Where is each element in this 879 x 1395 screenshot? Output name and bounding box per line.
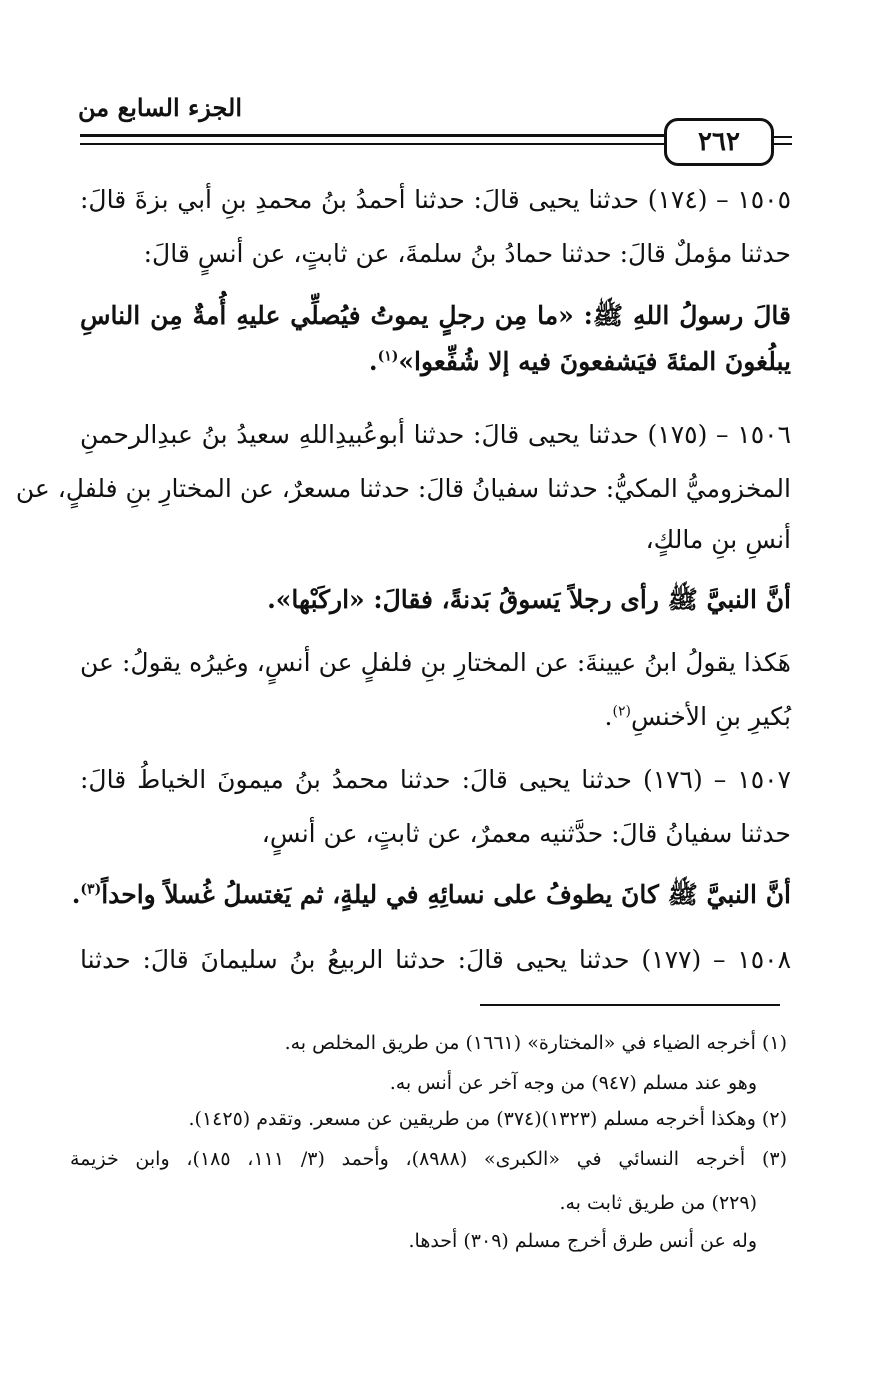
hadith-text-line: أنَّ النبيَّ ﷺ رأى رجلاً يَسوقُ بَدنةً، فقالَ: «اركَبْها». xyxy=(267,585,791,614)
footnote-1: (١) أخرجه الضياء في «المختارة» (١٦٦١) من طريق المخلص به. xyxy=(284,1032,787,1054)
hadith-text: يبلُغونَ المئةَ فيَشفعونَ فيه إلا شُفِّعوا» xyxy=(398,347,791,376)
page-number: ٢٦٢ xyxy=(698,127,740,157)
text-line: حدثنا سفيانُ قالَ: حدَّثنيه معمرٌ، عن ثابتٍ، عن أنسٍ، xyxy=(261,819,791,848)
narrator-text: بُكيرِ بنِ الأخنسِ xyxy=(630,702,791,731)
footnote-2: (٢) وهكذا أخرجه مسلم (١٣٢٣)(٣٧٤) من طريقين عن مسعر. وتقدم (١٤٢٥). xyxy=(188,1108,787,1130)
running-title: الجزء السابع من xyxy=(78,93,242,122)
footnote-marker: (١) xyxy=(377,348,399,365)
text-line: ١٥٠٨ – (١٧٧) حدثنا يحيى قالَ: حدثنا الربيعُ بنُ سليمانَ قالَ: حدثنا xyxy=(80,945,791,974)
period: . xyxy=(368,347,378,376)
footnote-marker: (٣) xyxy=(80,881,102,898)
footnote-3: (٣) أخرجه النسائي في «الكبرى» (٨٩٨٨)، وأحمد (٣/ ١١١، ١٨٥)، وابن خزيمة xyxy=(70,1148,787,1170)
footnote-1-continued: وهو عند مسلم (٩٤٧) من وجه آخر عن أنس به. xyxy=(389,1072,757,1094)
hadith-text-line: قالَ رسولُ اللهِ ﷺ: «ما مِن رجلٍ يموتُ فيُصلِّي عليهِ أُمةٌ مِن الناسِ xyxy=(80,301,791,330)
text-line: المخزوميُّ المكيُّ: حدثنا سفيانُ قالَ: حدثنا مسعرٌ، عن المختارِ بنِ فلفلٍ، عن xyxy=(15,474,791,503)
header-rule xyxy=(80,143,665,145)
hadith-text-line xyxy=(72,875,791,915)
text-line xyxy=(605,697,791,737)
footnote-marker: (٢) xyxy=(612,703,631,720)
text-line: ١٥٠٥ – (١٧٤) حدثنا يحيى قالَ: حدثنا أحمدُ بنُ محمدِ بنِ أبي بزةَ قالَ: xyxy=(80,185,791,214)
text-line: ١٥٠٦ – (١٧٥) حدثنا يحيى قالَ: حدثنا أبوعُبيدِاللهِ سعيدُ بنُ عبدِالرحمنِ xyxy=(80,420,791,449)
text-line: أنسِ بنِ مالكٍ، xyxy=(645,525,791,554)
period: . xyxy=(604,702,613,731)
period: . xyxy=(71,880,81,909)
header-rule xyxy=(80,134,665,137)
text-line: ١٥٠٧ – (١٧٦) حدثنا يحيى قالَ: حدثنا محمدُ بنُ ميمونَ الخياطُ قالَ: xyxy=(80,765,791,794)
text-line: حدثنا مؤملٌ قالَ: حدثنا حمادُ بنُ سلمةَ، عن ثابتٍ، عن أنسٍ قالَ: xyxy=(143,239,791,268)
hadith-text: أنَّ النبيَّ ﷺ كانَ يطوفُ على نسائِهِ في ليلةٍ، ثم يَغتسلُ غُسلاً واحداً xyxy=(101,880,791,909)
footnote-3-extra: وله عن أنس طرق أخرج مسلم (٣٠٩) أحدها. xyxy=(408,1230,757,1252)
text-line: هَكذا يقولُ ابنُ عيينةَ: عن المختارِ بنِ فلفلٍ عن أنسٍ، وغيرُه يقولُ: عن xyxy=(80,648,791,677)
footnote-separator xyxy=(480,1004,780,1006)
footnote-3-continued: (٢٢٩) من طريق ثابت به. xyxy=(559,1192,757,1214)
hadith-text-line xyxy=(369,342,791,382)
